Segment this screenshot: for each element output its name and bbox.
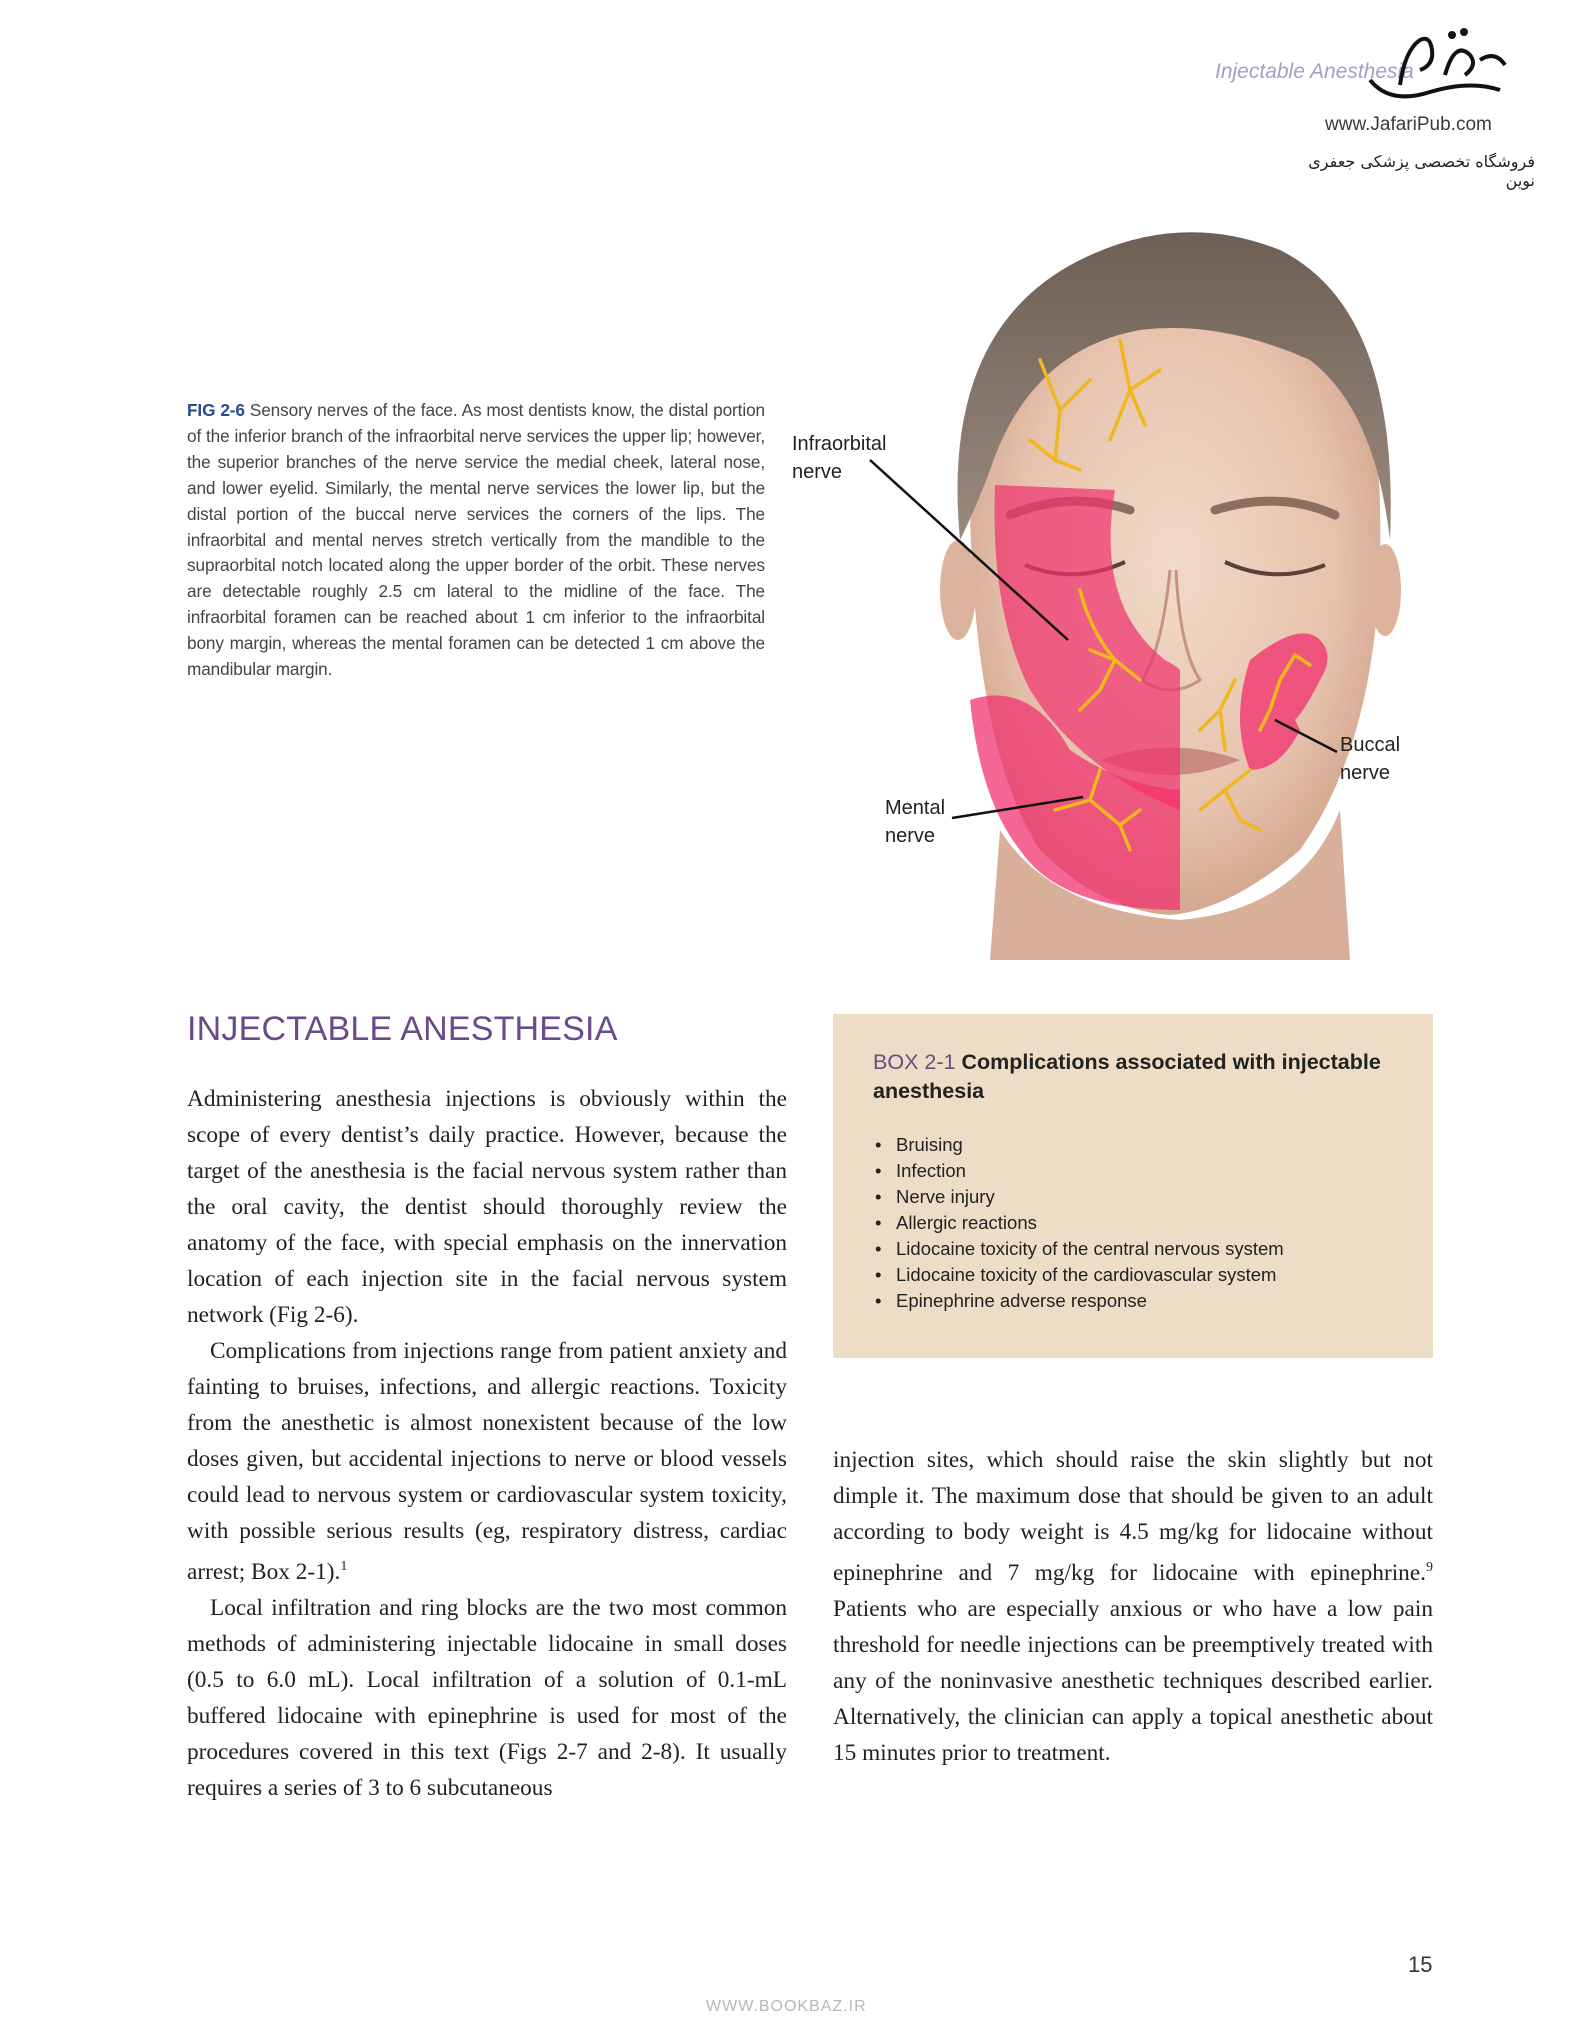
list-item: • Lidocaine toxicity of the central nervous system <box>873 1236 1393 1262</box>
paragraph-4-text-a: injection sites, which should raise the skin slightly but not dimple it. The maximum dose that should be given to an adult according to body weight is 4.5 mg/kg for lidocaine without epinephrine and 7 mg/kg for lidocaine with epinephrine. <box>833 1447 1433 1586</box>
mental-label-line-2: nerve <box>885 825 936 847</box>
figure-label: FIG 2-6 <box>187 400 245 420</box>
infraorbital-label-line-1: Infraorbital <box>792 433 887 455</box>
box-title-text: Complications associated with injectable anesthesia <box>873 1050 1381 1103</box>
buccal-label-line-1: Buccal <box>1340 734 1401 756</box>
paragraph-1: Administering anesthesia injections is obviously within the scope of every dentist’s daily practice. However, because the target of the anesthesia is the facial nervous system rather than the oral cavity, the dentist should thoroughly review the anatomy of the face, with special emphasis on the innervation location of each injection site in the facial nervous system network (Fig 2-6). <box>187 1086 787 1328</box>
mental-label-line-1: Mental <box>885 797 946 819</box>
right-ear-shape <box>1369 544 1401 636</box>
list-item: • Epinephrine adverse response <box>873 1288 1393 1314</box>
box-list <box>873 1132 1393 1314</box>
publisher-logo-icon <box>1360 20 1510 115</box>
list-item: • Allergic reactions <box>873 1210 1393 1236</box>
publisher-url: www.JafariPub.com <box>1325 114 1492 135</box>
face-nerve-illustration <box>880 210 1460 960</box>
footer-watermark: WWW.BOOKBAZ.IR <box>706 1998 867 2015</box>
caption-text: Sensory nerves of the face. As most dentists know, the distal portion of the inferior branch of the infraorbital nerve services the upper lip; however, the superior branches of the nerve service the medial cheek, lateral nose, and lower eyelid. Similarly, the mental nerve services the lower lip, but the distal portion of the buccal nerve services the corners of the lips. The infraorbital and mental nerves stretch vertically from the mandible to the supraorbital notch located along the upper border of the orbit. These nerves are detectable roughly 2.5 cm lateral to the midline of the face. The infraorbital foramen can be reached about 1 cm inferior to the infraorbital bony margin, whereas the mental foramen can be detected 1 cm above the mandibular margin. <box>187 400 765 680</box>
list-item: • Nerve injury <box>873 1184 1393 1210</box>
paragraph-4-text-b: Patients who are especially anxious or who have a low pain threshold for needle injections can be preemptively treated with any of the noninvasive anesthetic techniques described earlier. Alternatively, the clinician can apply a topical anesthetic about 15 minutes prior to treatment. <box>833 1595 1433 1766</box>
infraorbital-label-line-2: nerve <box>792 461 843 483</box>
reference-9: 9 <box>1426 1560 1433 1575</box>
paragraph-4 <box>833 1442 1433 1771</box>
paragraph-2-text: Complications from injections range from patient anxiety and fainting to bruises, infections, and allergic reactions. Toxicity from the anesthetic is almost nonexistent because of the low doses given, but accidental injections to nerve or blood vessels could lead to nervous system or cardiovascular system toxicity, with possible serious results (eg, respiratory distress, cardiac arrest; Box 2-1). <box>187 1338 787 1585</box>
list-item: • Infection <box>873 1158 1393 1184</box>
box-label: BOX 2-1 <box>873 1050 956 1074</box>
box-title <box>873 1048 1393 1106</box>
section-heading: INJECTABLE ANESTHESIA <box>187 1010 618 1048</box>
running-head: Injectable Anesthesia <box>1215 60 1414 83</box>
page-number: 15 <box>1408 1952 1433 1977</box>
figure-caption <box>187 398 765 683</box>
infraorbital-nerve-label <box>792 430 887 486</box>
box-2-1 <box>833 1014 1433 1358</box>
paragraph-3: Local infiltration and ring blocks are the two most common methods of administering injectable lidocaine in small doses (0.5 to 6.0 mL). Local infiltration of a solution of 0.1-mL buffered lidocaine with epinephrine is used for most of the procedures covered in this text (Figs 2-7 and 2-8). It usually requires a series of 3 to 6 subcutaneous <box>187 1594 787 1801</box>
list-item: • Lidocaine toxicity of the cardiovascular system <box>873 1262 1393 1288</box>
buccal-nerve-label <box>1340 731 1400 787</box>
buccal-label-line-2: nerve <box>1340 762 1391 784</box>
reference-1: 1 <box>340 1559 348 1574</box>
left-ear-shape <box>940 540 976 640</box>
right-body-column <box>833 1442 1433 1771</box>
paragraph-2 <box>187 1333 787 1590</box>
left-body-column <box>187 1081 787 1806</box>
list-item: • Bruising <box>873 1132 1393 1158</box>
mental-nerve-label <box>885 794 945 850</box>
publisher-store-name: فروشگاه تخصصی پزشکی جعفری نوین <box>1308 152 1535 190</box>
